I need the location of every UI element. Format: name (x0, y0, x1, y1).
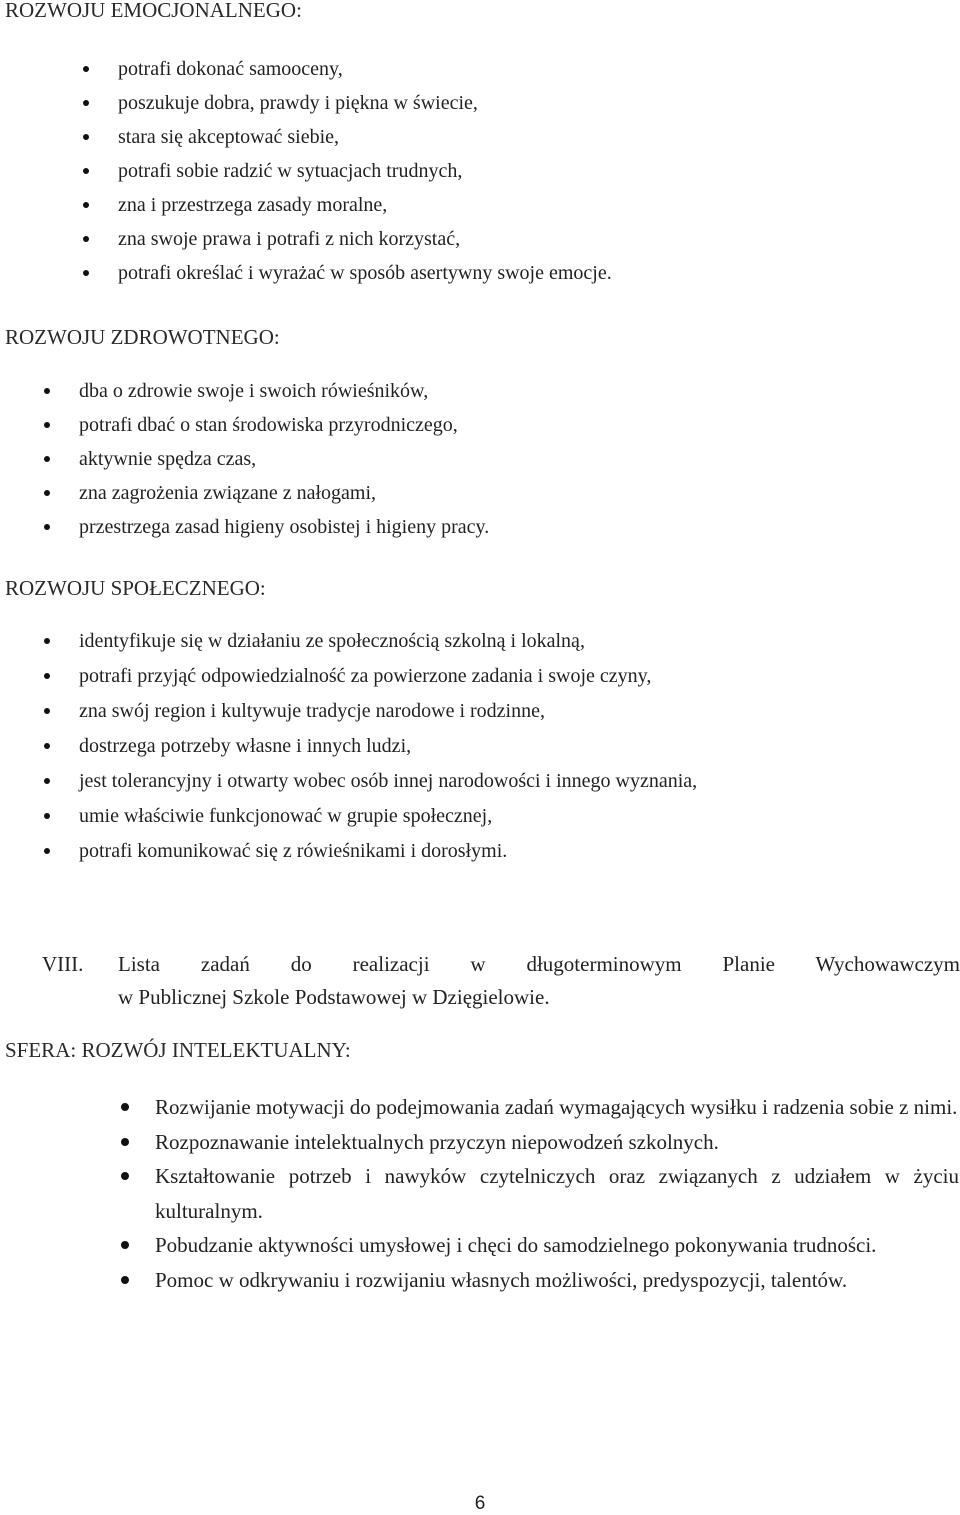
heading-intellectual: SFERA: ROZWÓJ INTELEKTUALNY: (5, 1038, 351, 1062)
bullet-icon (44, 456, 50, 462)
list-emotional (118, 52, 612, 290)
bullet-icon (44, 708, 50, 714)
bullet-icon (83, 168, 89, 174)
heading-emotional: ROZWOJU EMOCJONALNEGO: (5, 0, 302, 22)
list-item: identyfikuje się w działaniu ze społecznością szkolną i lokalną, (79, 624, 697, 659)
heading-health: ROZWOJU ZDROWOTNEGO: (5, 325, 280, 349)
page-number: 6 (474, 1493, 486, 1514)
list-item: Kształtowanie potrzeb i nawyków czytelniczych oraz związanych z udziałem w życiu kulturalnym. (155, 1159, 959, 1228)
bullet-icon (121, 1138, 129, 1146)
list-item: jest tolerancyjny i otwarty wobec osób innej narodowości i innego wyznania, (79, 764, 697, 799)
bullet-icon (83, 236, 89, 242)
list-health (79, 374, 489, 544)
bullet-icon (44, 524, 50, 530)
list-social (79, 624, 697, 869)
list-item: dostrzega potrzeby własne i innych ludzi, (79, 729, 697, 764)
list-item: potrafi określać i wyrażać w sposób asertywny swoje emocje. (118, 256, 612, 290)
list-item: Pobudzanie aktywności umysłowej i chęci do samodzielnego pokonywania trudności. (155, 1228, 959, 1263)
bullet-icon (83, 100, 89, 106)
list-item: zna i przestrzega zasady moralne, (118, 188, 612, 222)
bullet-icon (83, 134, 89, 140)
heading-social: ROZWOJU SPOŁECZNEGO: (5, 576, 266, 600)
bullet-icon (83, 66, 89, 72)
bullet-icon (44, 638, 50, 644)
bullet-icon (121, 1172, 129, 1180)
list-item: potrafi komunikować się z rówieśnikami i dorosłymi. (79, 834, 697, 869)
list-item: stara się akceptować siebie, (118, 120, 612, 154)
bullet-icon (44, 673, 50, 679)
list-item: Rozwijanie motywacji do podejmowania zadań wymagających wysiłku i radzenia sobie z nimi. (155, 1090, 959, 1125)
list-item: Pomoc w odkrywaniu i rozwijaniu własnych możliwości, predyspozycji, talentów. (155, 1263, 959, 1298)
bullet-icon (121, 1241, 129, 1249)
bullet-icon (83, 202, 89, 208)
list-item: potrafi przyjąć odpowiedzialność za powierzone zadania i swoje czyny, (79, 659, 697, 694)
list-item: zna zagrożenia związane z nałogami, (79, 476, 489, 510)
bullet-icon (44, 743, 50, 749)
list-item: umie właściwie funkcjonować w grupie społecznej, (79, 799, 697, 834)
bullet-icon (44, 490, 50, 496)
list-item: przestrzega zasad higieny osobistej i higieny pracy. (79, 510, 489, 544)
section-number: VIII. (42, 952, 84, 976)
bullet-icon (44, 388, 50, 394)
bullet-icon (44, 778, 50, 784)
list-item: aktywnie spędza czas, (79, 442, 489, 476)
list-item: potrafi dbać o stan środowiska przyrodniczego, (79, 408, 489, 442)
bullet-icon (121, 1103, 129, 1111)
bullet-icon (44, 813, 50, 819)
bullet-icon (44, 422, 50, 428)
section-title-line1: Lista zadań do realizacji w długoterminowym Planie Wychowawczym (118, 952, 960, 976)
bullet-icon (83, 270, 89, 276)
list-item: zna swój region i kultywuje tradycje narodowe i rodzinne, (79, 694, 697, 729)
list-item: zna swoje prawa i potrafi z nich korzystać, (118, 222, 612, 256)
bullet-icon (121, 1276, 129, 1284)
list-item: dba o zdrowie swoje i swoich rówieśników, (79, 374, 489, 408)
list-item: potrafi sobie radzić w sytuacjach trudnych, (118, 154, 612, 188)
section-title-line2: w Publicznej Szkole Podstawowej w Dzięgielowie. (118, 985, 550, 1009)
bullet-icon (44, 848, 50, 854)
list-item: Rozpoznawanie intelektualnych przyczyn niepowodzeń szkolnych. (155, 1125, 959, 1160)
list-item: poszukuje dobra, prawdy i piękna w świecie, (118, 86, 612, 120)
list-item: potrafi dokonać samooceny, (118, 52, 612, 86)
list-intellectual (155, 1090, 959, 1297)
